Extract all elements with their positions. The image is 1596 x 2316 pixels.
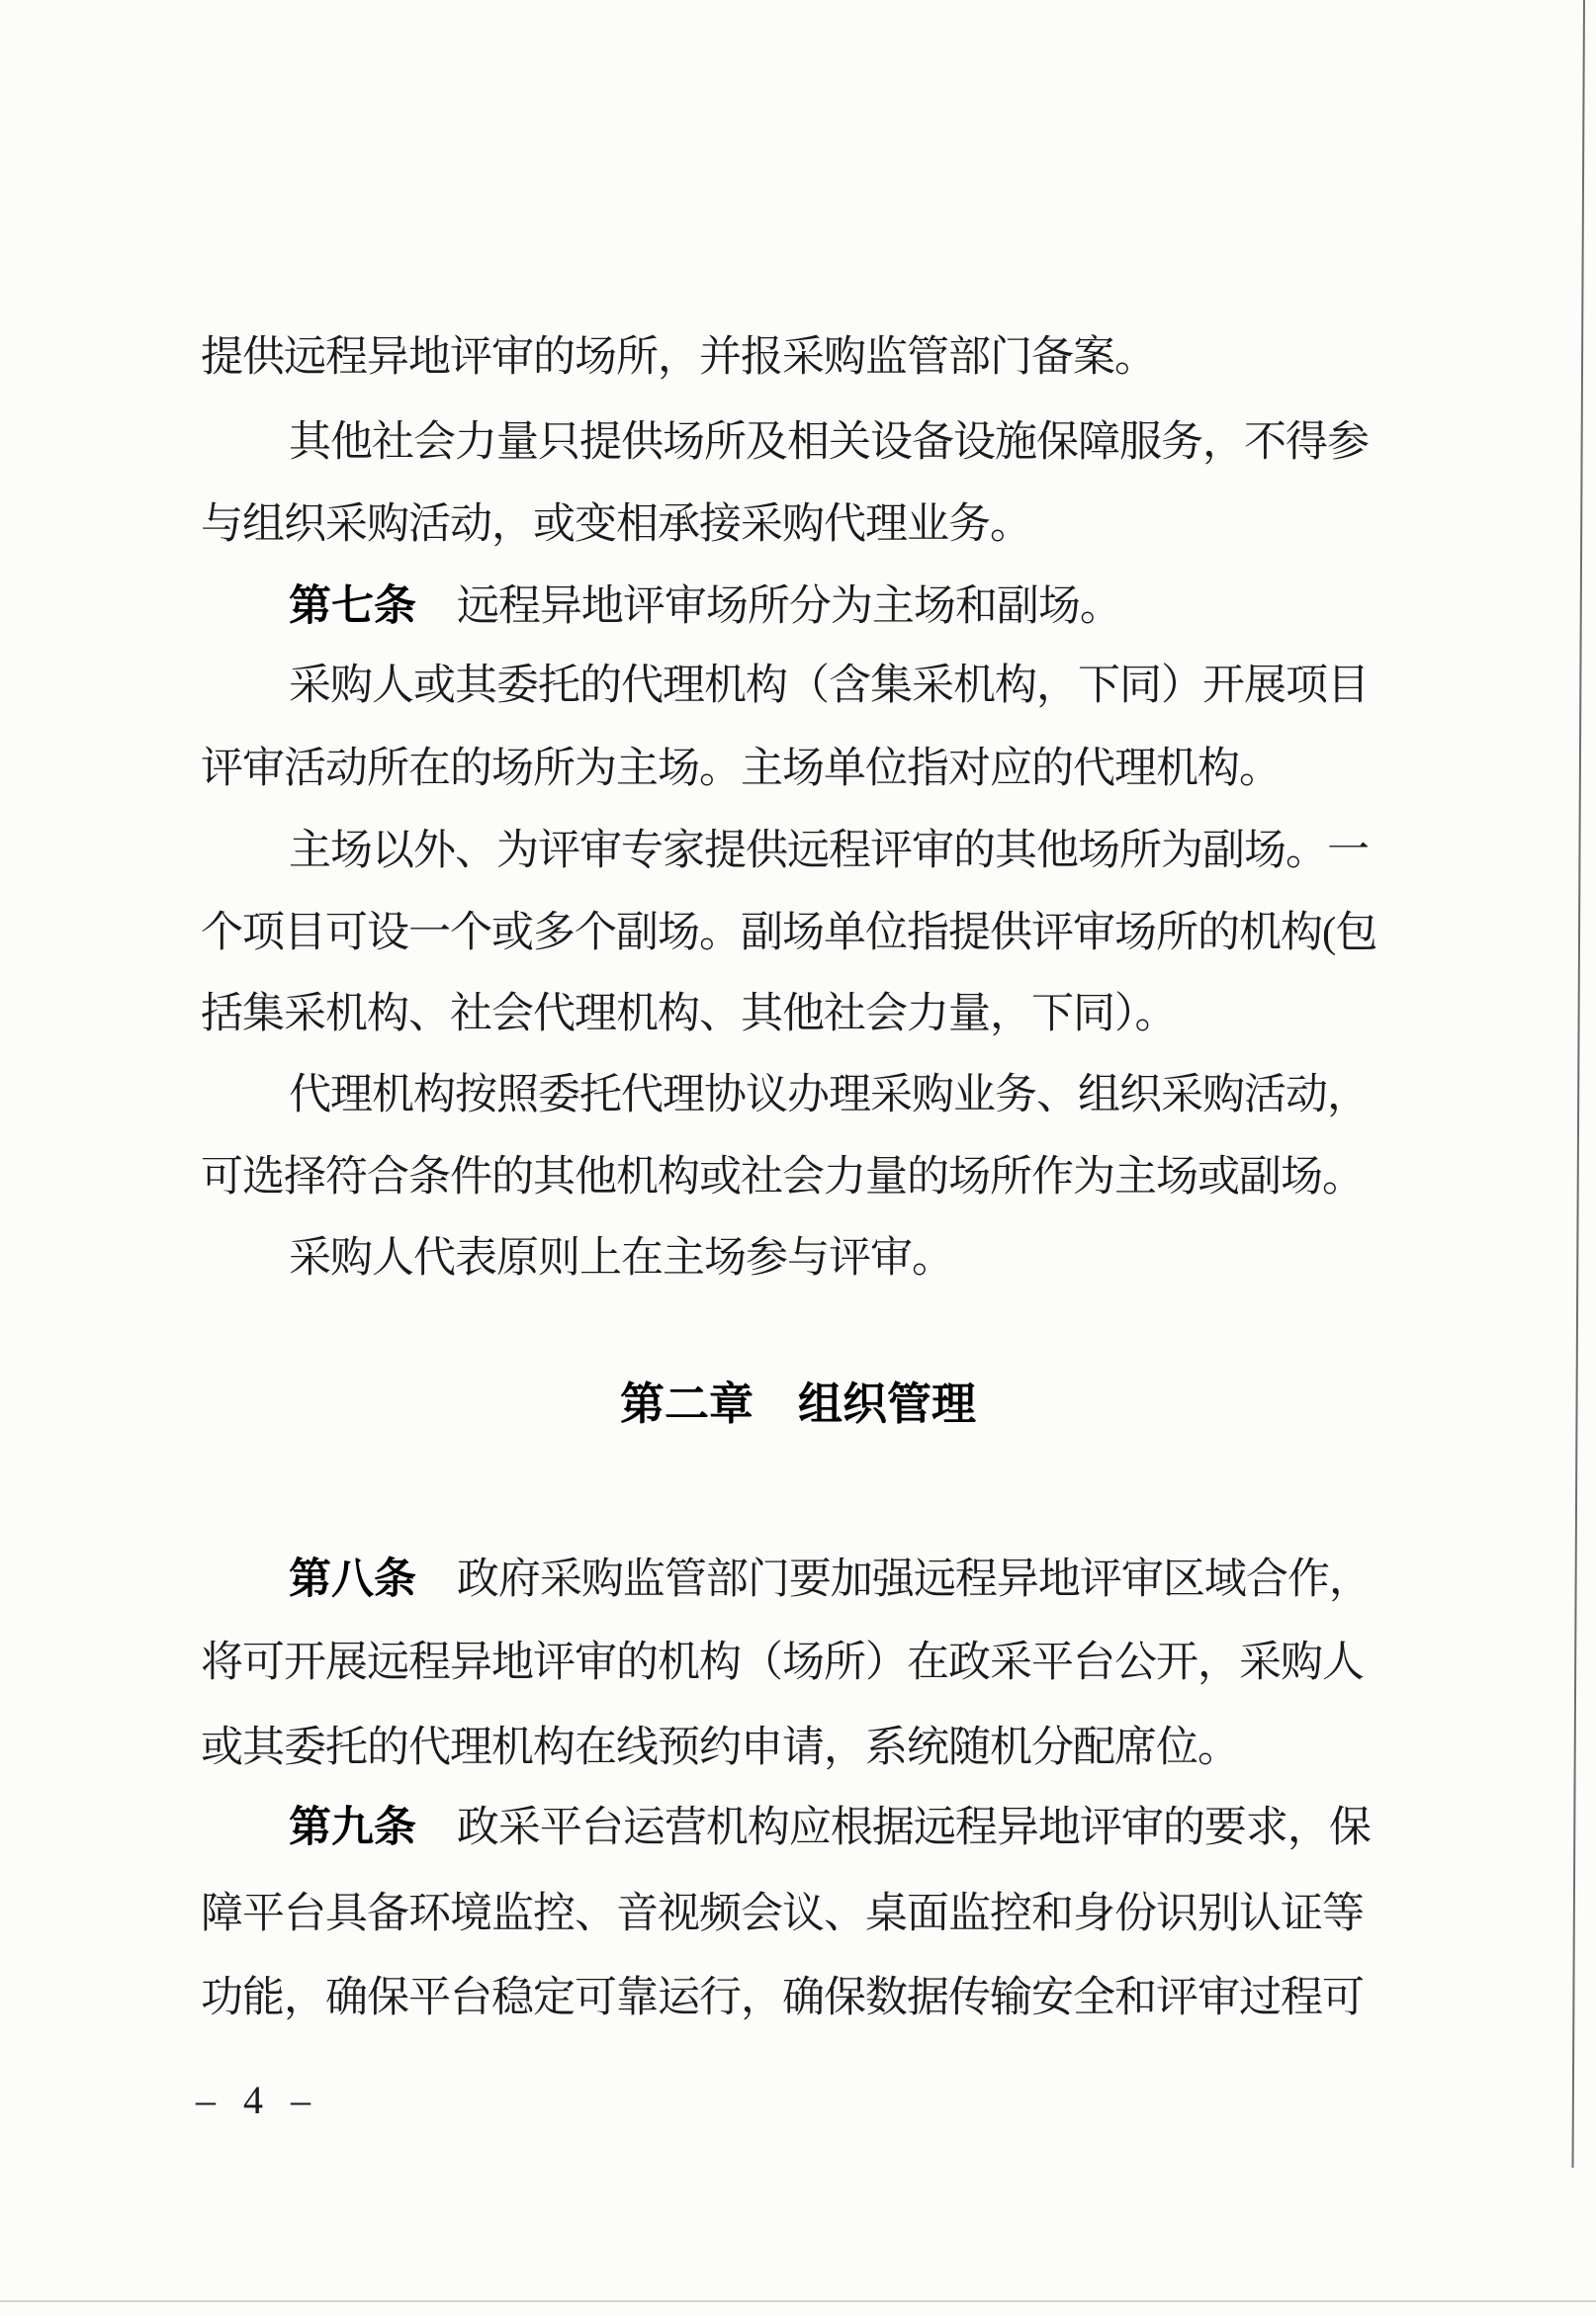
line-text: 主场以外、为评审专家提供远程评审的其他场所为副场。一 [289,828,1369,874]
line-text: 采购人代表原则上在主场参与评审。 [289,1235,953,1282]
body-text-line [201,1642,1364,1684]
body-text-line [201,1727,1239,1769]
chapter-heading [0,1382,1596,1427]
body-text-line [201,1977,1364,2019]
article-number: 第九条 [289,1805,416,1851]
page-number: – 4 – [196,2078,319,2122]
line-text: 功能，确保平台稳定可靠运行，确保数据传输安全和评审过程可 [201,1975,1364,2021]
line-text: 评审活动所在的场所为主场。主场单位指对应的代理机构。 [201,746,1281,792]
line-text: 提供远程异地评审的场所，并报采购监管部门备案。 [201,334,1156,381]
line-text: 远程异地评审场所分为主场和副场。 [456,583,1121,630]
line-text: 个项目可设一个或多个副场。副场单位指提供评审场所的机构(包 [201,910,1377,956]
line-text: 组织管理 [798,1380,977,1429]
article-number: 第八条 [289,1557,416,1603]
line-text: 采购人或其委托的代理机构（含集采机构，下同）开展项目 [289,663,1369,709]
chapter-number: 第二章 [619,1380,754,1429]
line-text: 障平台具备环境监控、音视频会议、桌面监控和身份识别认证等 [201,1891,1364,1937]
line-text: 与组织采购活动，或变相承接采购代理业务。 [201,501,1031,548]
line-text: 政府采购监管部门要加强远程异地评审区域合作， [456,1557,1371,1603]
body-text-line [201,336,1156,379]
body-text-line [289,1074,1369,1116]
line-text: 括集采机构、社会代理机构、其他社会力量，下同）。 [201,991,1177,1037]
body-text-line [289,1237,953,1280]
body-text-line [201,748,1281,790]
line-text: 或其委托的代理机构在线预约申请，系统随机分配席位。 [201,1725,1239,1771]
body-text-line [201,912,1376,954]
line-text: 可选择符合条件的其他机构或社会力量的场所作为主场或副场。 [201,1154,1364,1201]
line-text: 政采平台运营机构应根据远程异地评审的要求，保 [456,1805,1371,1851]
article-heading-line [289,1559,1371,1601]
article-heading-line [289,1807,1371,1849]
scan-edge-vertical-line [1572,0,1585,2168]
body-text-line [289,830,1369,872]
line-text: 将可开展远程异地评审的机构（场所）在政采平台公开，采购人 [201,1640,1364,1686]
body-text-line [201,1156,1364,1199]
body-text-line [201,503,1031,546]
body-text-line [289,665,1369,707]
body-text-line [289,421,1369,464]
line-text: 代理机构按照委托代理协议办理采购业务、组织采购活动， [289,1072,1369,1118]
article-number: 第七条 [289,583,416,630]
line-text: 其他社会力量只提供场所及相关设备设施保障服务，不得参 [289,419,1369,466]
article-heading-line [289,585,1121,628]
scan-edge-horizontal-line [0,2300,1596,2302]
body-text-line [201,1893,1364,1935]
body-text-line [201,993,1177,1035]
